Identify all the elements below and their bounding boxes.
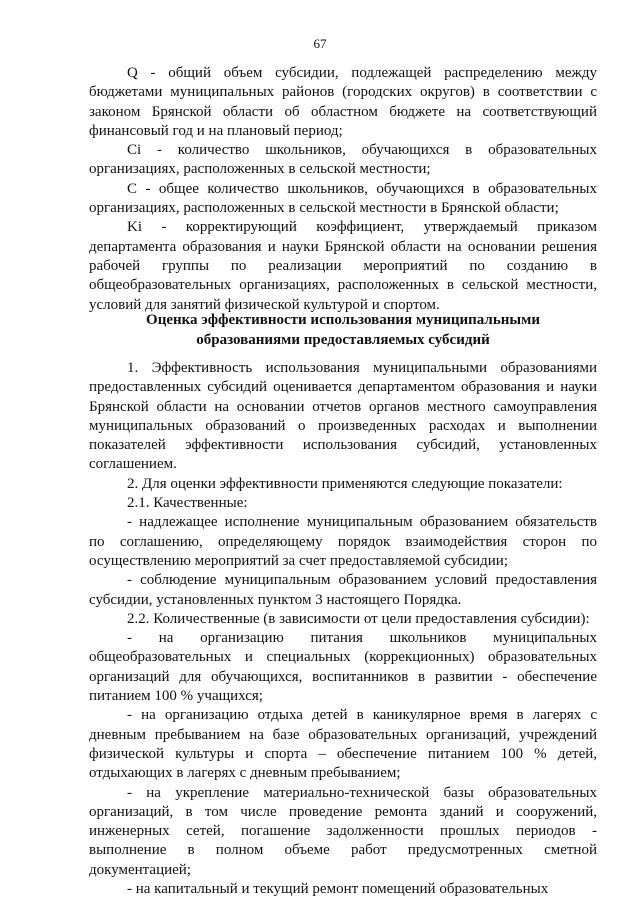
definition-ki: Ki - корректирующий коэффициент, утверждаемый приказом департамента образования и науки Брянской области на основании решения рабочей группы по реализации мероприятий по созданию в общеобразовательных организациях, расположенных в сельской местности, условий для занятий физической культурой и спортом.: [89, 219, 597, 313]
paragraph-1: 1. Эффективность использования муниципальными образованиями предоставленных субсидий оценивается департаментом образования и науки Брянской области на основании отчетов органов местного самоуправления муниципальных образований о произведенных расходах и выполнении показателей эффективности использования субсидий, установленных соглашением.: [89, 360, 597, 473]
list-item-nutrition: - на организацию питания школьников муниципальных общеобразовательных и специальных (коррекционных) образовательных организаций для обучающихся, воспитанников в развитии - обеспечение питанием 100 % учащихся;: [89, 630, 597, 705]
body-block: [89, 359, 597, 899]
paragraph-2-2: 2.2. Количественные (в зависимости от цели предоставления субсидии):: [127, 610, 590, 627]
paragraph-2-1: 2.1. Качественные:: [127, 495, 248, 512]
definition-q: Q - общий объем субсидии, подлежащей распределению между бюджетами муниципальных районов (городских округов) в соответствии с законом Брянской области об областном бюджете на соответствующий финансовый год и на плановый период;: [89, 65, 597, 139]
list-item-infrastructure: - на укрепление материально-технической базы образовательных организаций, в том числе проведение ремонта зданий и сооружений, инженерных сетей, погашение задолженности прошлых периодов - выполнение в полном объеме работ предусмотренных сметной документацией;: [89, 784, 597, 878]
list-item-conditions: - соблюдение муниципальным образованием условий предоставления субсидии, установленных пунктом 3 настоящего Порядка.: [89, 572, 597, 608]
list-item-obligations: - надлежащее исполнение муниципальным образованием обязательств по соглашению, определяющему порядок взаимодействия сторон по осуществлению мероприятий за счет предоставляемой субсидии;: [89, 514, 597, 569]
section-heading-line-1: Оценка эффективности использования муниципальными: [146, 312, 540, 328]
definition-ci: Ci - количество школьников, обучающихся в образовательных организациях, расположенных в сельской местности;: [89, 142, 597, 178]
section-heading-block: [89, 310, 597, 350]
definitions-block: [89, 64, 597, 315]
paragraph-2: 2. Для оценки эффективности применяются следующие показатели:: [127, 475, 563, 492]
definition-c: C - общее количество школьников, обучающихся в образовательных организациях, расположенных в сельской местности в Брянской области;: [89, 180, 597, 217]
page-number: 67: [313, 36, 327, 51]
section-heading-line-2: образованиями предоставляемых субсидий: [196, 332, 490, 348]
list-item-repair: - на капитальный и текущий ремонт помещений образовательных: [127, 881, 549, 898]
list-item-camps: - на организацию отдыха детей в каникулярное время в лагерях с дневным пребыванием на базе образовательных организаций, учреждений физической культуры и спорта – обеспечение питанием 100 % детей, отдыхающих в лагерях с дневным пребыванием;: [89, 707, 597, 782]
